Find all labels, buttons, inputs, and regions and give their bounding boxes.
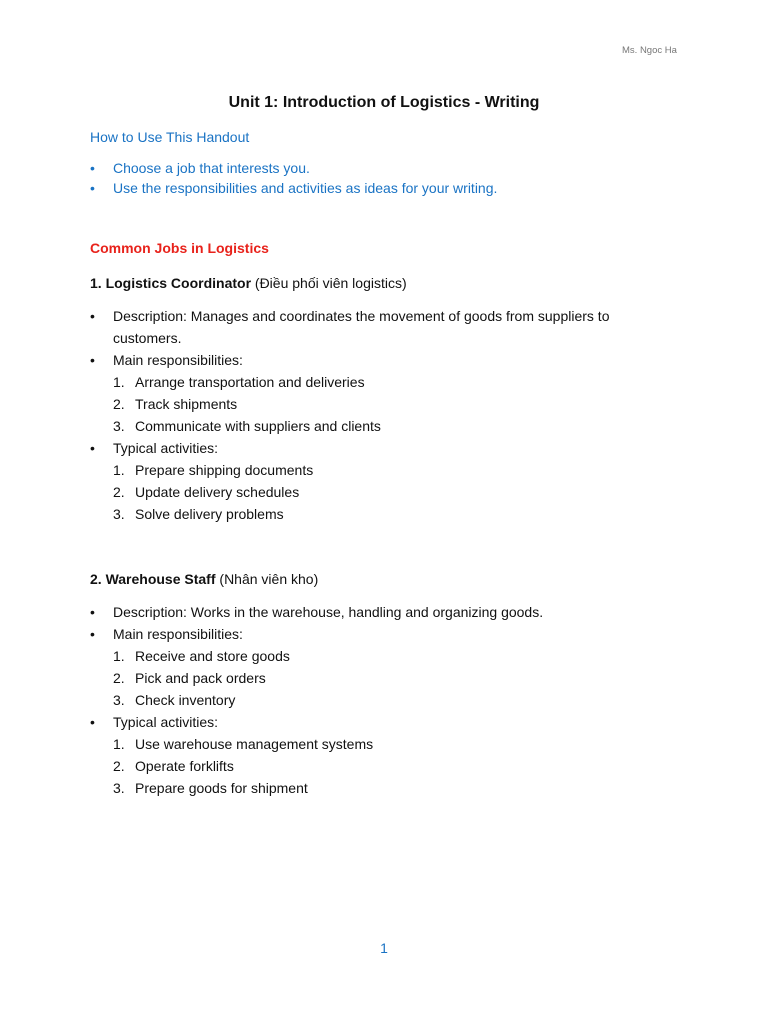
- job-section-warehouse-staff: [90, 569, 670, 799]
- responsibilities-label: Main responsibilities:: [113, 352, 243, 368]
- activities-list: [113, 459, 670, 525]
- list-item: 2. Pick and pack orders: [113, 670, 266, 686]
- responsibilities-list: [113, 371, 670, 437]
- responsibilities-item: [90, 349, 670, 437]
- job-translation: (Nhân viên kho): [219, 571, 319, 587]
- howto-item: • Choose a job that interests you.: [90, 158, 690, 178]
- list-item: 1. Prepare shipping documents: [113, 462, 314, 478]
- page-number: 1: [380, 940, 388, 956]
- activities-item: [90, 711, 670, 799]
- job-title-line: [90, 569, 670, 589]
- list-item: 3. Communicate with suppliers and clients: [113, 418, 381, 434]
- list-item: 3. Solve delivery problems: [113, 506, 284, 522]
- section-title: Common Jobs in Logistics: [90, 240, 269, 256]
- job-title: 1. Logistics Coordinator: [90, 275, 252, 291]
- list-item: 1. Arrange transportation and deliveries: [113, 374, 365, 390]
- howto-item: • Use the responsibilities and activities as ideas for your writing.: [90, 178, 690, 198]
- list-item: 1. Receive and store goods: [113, 648, 290, 664]
- responsibilities-item: [90, 623, 670, 711]
- job-title: 2. Warehouse Staff: [90, 571, 216, 587]
- activities-item: [90, 437, 670, 525]
- job-details-list: [90, 601, 670, 799]
- activities-label: Typical activities:: [113, 714, 219, 730]
- job-description: • Description: Manages and coordinates the movement of goods from suppliers to customers.: [90, 305, 653, 349]
- job-title-line: [90, 273, 670, 293]
- howto-heading: How to Use This Handout: [90, 129, 250, 145]
- document-title: Unit 1: Introduction of Logistics - Writing: [228, 94, 540, 111]
- list-item: 2. Track shipments: [113, 396, 238, 412]
- activities-list: [113, 733, 670, 799]
- list-item: 3. Check inventory: [113, 692, 236, 708]
- job-translation: (Điều phối viên logistics): [254, 275, 407, 291]
- job-section-logistics-coordinator: [90, 273, 670, 525]
- list-item: 1. Use warehouse management systems: [113, 736, 374, 752]
- job-details-list: [90, 305, 670, 525]
- list-item: 3. Prepare goods for shipment: [113, 780, 308, 796]
- job-description: • Description: Works in the warehouse, handling and organizing goods.: [90, 601, 670, 623]
- responsibilities-list: [113, 645, 670, 711]
- responsibilities-label: Main responsibilities:: [113, 626, 243, 642]
- activities-label: Typical activities:: [113, 440, 219, 456]
- howto-list: [90, 158, 690, 198]
- list-item: 2. Update delivery schedules: [113, 484, 300, 500]
- header-author: Ms. Ngoc Ha: [622, 45, 677, 56]
- list-item: 2. Operate forklifts: [113, 758, 234, 774]
